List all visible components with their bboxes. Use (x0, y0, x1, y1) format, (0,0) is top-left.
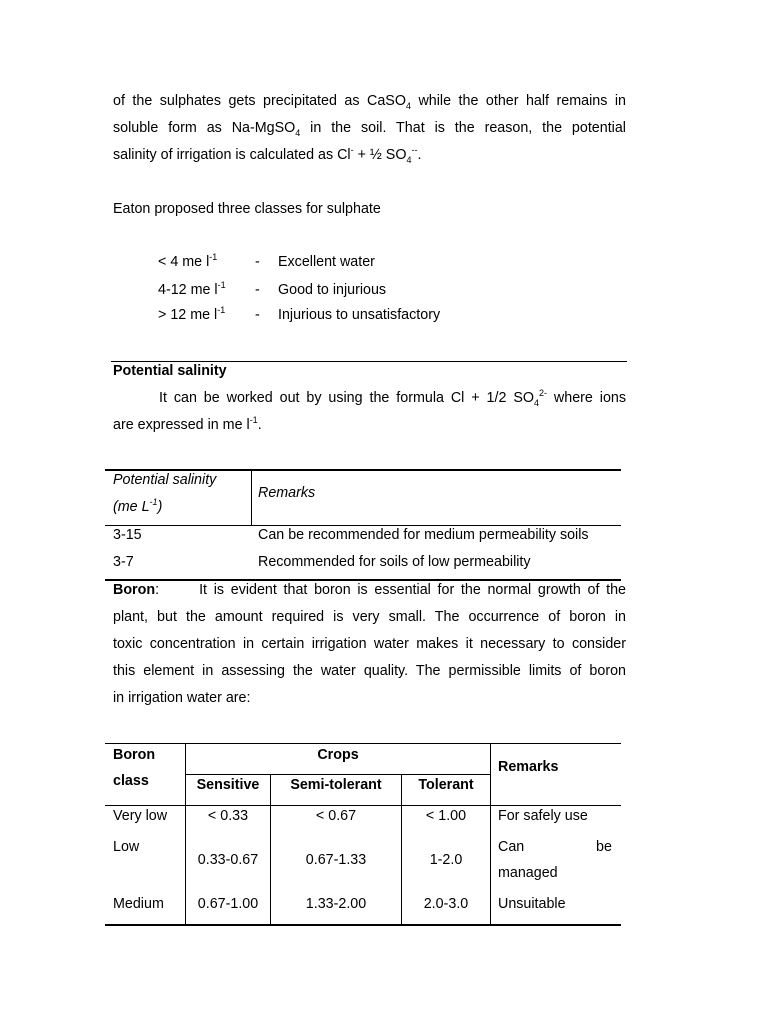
potential-line-2: are expressed in me $l^{-1}$. (113, 415, 262, 433)
boron-header-remarks: Remarks (498, 759, 559, 775)
boron-cell-semi-tolerant: 1.33-2.00 (305, 896, 367, 912)
boron-line-5: in irrigation water are: (113, 690, 251, 706)
table-cell-remark: Recommended for soils of low permeability (258, 554, 531, 570)
boron-header-sensitive: Sensitive (196, 777, 260, 793)
intro-line-2: soluble form as Na-MgSO$_4$ in the soil. That is the reason, the potential (113, 120, 626, 138)
boron-line-3: toxic concentration in certain irrigation water makes it necessary to consider (113, 636, 626, 652)
boron-cell-sensitive: < 0.33 (207, 808, 249, 824)
boron-cell-remark: Can (498, 839, 525, 855)
boron-header-tolerant: Tolerant (418, 777, 474, 793)
document-page: of the sulphates gets precipitated as CaSO$_4$ while the other half remains in soluble form as Na-MgSO$_4$ in the soil. That is the reason, the potential salinity of irrigation is calculated as Cl- + ½ $SO_4^{--}$. Eaton proposed three classes for sulphate < 4 me $l^{-1}$ - Excellent water 4-12 me $l^{-1}$ - Good to injurious > 12 me $l^{-1}$ - Injurious to unsatisfactory Potential salinity It can be worked out by using the formula Cl + 1/2 $SO_4^{2-}$ where ions are expressed in me $l^{-1}$. Potential salinity (me $L^{-1}$) Remarks 3-15 Can be recommended for medium permeability soils 3-7 Recommended for soils of low permeability Boron: It is evident that boron is essential for the normal growth of the plant, but the amount required is very small. The occurrence of boron in toxic concentration in certain irrigation water makes it necessary to consider this element in assessing the water quality. The permissible limits of boron in irrigation water are: Boron class Crops Sensitive Semi-tolerant Tolerant Remarks Very low < 0.33 < 0.67 < 1.00 For safely use Low 0.33-0.67 0.67-1.33 1-2.0 Can be managed Medium 0.67-1.00 1.33-2.00 2.0-3.0 Unsuitable (0, 0, 768, 1024)
boron-cell-class: Low (113, 839, 140, 855)
boron-cell-semi-tolerant: 0.67-1.33 (305, 852, 367, 868)
boron-cell-sensitive: 0.33-0.67 (197, 852, 259, 868)
boron-cell-remark: be (596, 839, 612, 855)
boron-line-2: plant, but the amount required is very small. The occurrence of boron in (113, 609, 626, 625)
boron-header-crops: Crops (317, 747, 359, 763)
boron-cell-class: Medium (113, 896, 164, 912)
boron-cell-tolerant: < 1.00 (425, 808, 467, 824)
table-cell-range: 3-7 (113, 554, 134, 570)
boron-cell-remark: For safely use (498, 808, 588, 824)
potential-salinity-heading: Potential salinity (113, 363, 227, 379)
boron-cell-remark: Unsuitable (498, 896, 566, 912)
table-header-unit: (me $L^{-1}$) (113, 497, 163, 515)
boron-line-1: Boron: It is evident that boron is essential for the normal growth of the (113, 582, 626, 598)
boron-cell-sensitive: 0.67-1.00 (197, 896, 259, 912)
boron-paragraph (113, 577, 626, 712)
boron-cell-remark: managed (498, 865, 558, 881)
boron-line-4: this element in assessing the water quality. The permissible limits of boron (113, 663, 626, 679)
table-cell-range: 3-15 (113, 527, 142, 543)
boron-header-class-1: Boron (113, 747, 156, 763)
boron-cell-class: Very low (113, 808, 168, 824)
intro-line-3: salinity of irrigation is calculated as Cl- + ½ $SO_4^{--}$. (113, 145, 422, 165)
intro-paragraph (113, 88, 626, 169)
boron-header-class-2: class (113, 773, 149, 789)
table-cell-remark: Can be recommended for medium permeability soils (258, 527, 589, 543)
boron-cell-tolerant: 1-2.0 (429, 852, 463, 868)
table-header-remarks: Remarks (258, 485, 316, 501)
boron-header-semi-tolerant: Semi-tolerant (290, 777, 382, 793)
intro-line-1: of the sulphates gets precipitated as CaSO$_4$ while the other half remains in (113, 93, 626, 111)
potential-paragraph (113, 385, 626, 439)
potential-line-1: It can be worked out by using the formula Cl + 1/2 $SO_4^{2-}$ where ions (159, 388, 626, 408)
boron-cell-semi-tolerant: < 0.67 (315, 808, 357, 824)
boron-cell-tolerant: 2.0-3.0 (423, 896, 469, 912)
eaton-text: Eaton proposed three classes for sulphate (113, 201, 381, 217)
table-header-potential-salinity: Potential salinity (113, 472, 217, 488)
